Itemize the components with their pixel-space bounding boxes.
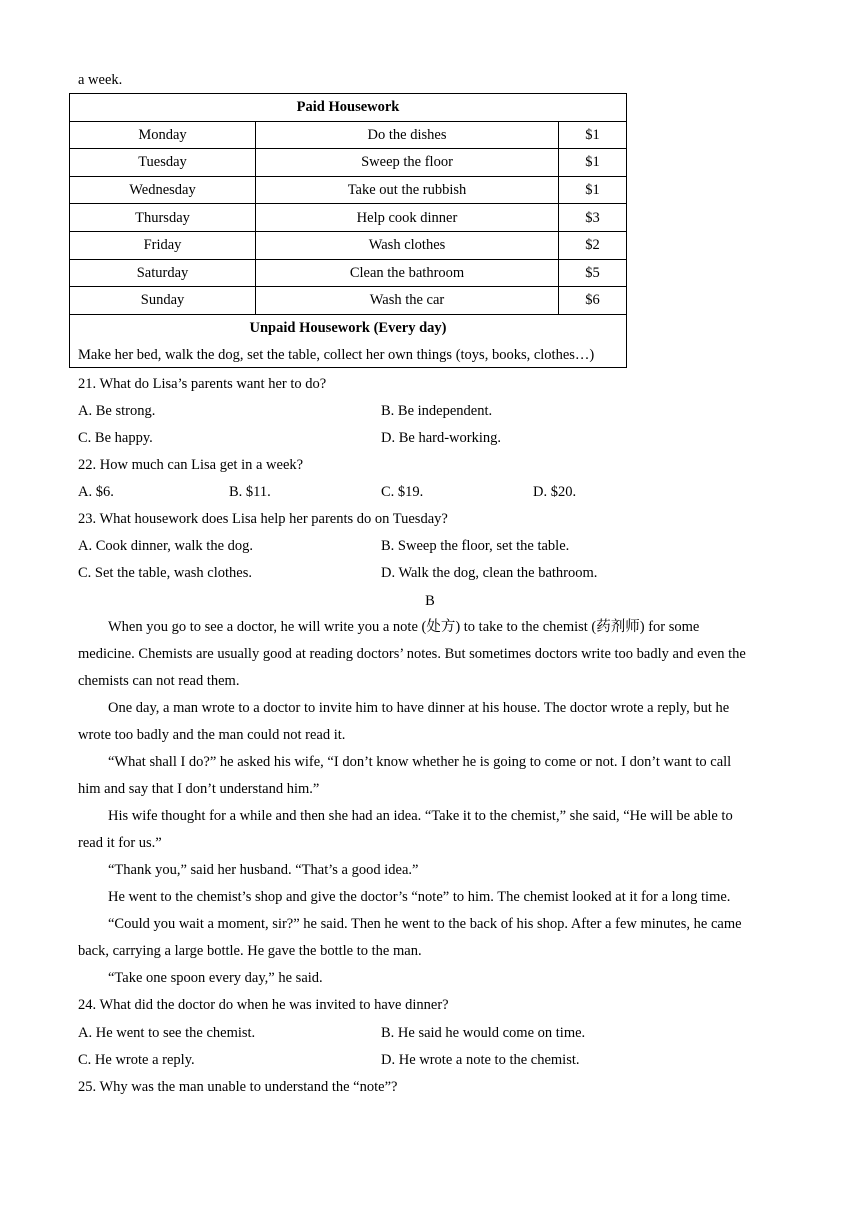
- passage-line: back, carrying a large bottle. He gave the bottle to the man.: [78, 943, 422, 959]
- pay-cell: $1: [559, 149, 627, 177]
- task-cell: Do the dishes: [256, 121, 559, 149]
- day-cell: Friday: [70, 231, 256, 259]
- passage-line: “Thank you,” said her husband. “That’s a good idea.”: [108, 862, 419, 878]
- unpaid-row: [70, 314, 627, 367]
- question-21: 21. What do Lisa’s parents want her to do?: [78, 376, 327, 392]
- question-22: 22. How much can Lisa get in a week?: [78, 457, 304, 473]
- option-23d: D. Walk the dog, clean the bathroom.: [381, 565, 598, 581]
- pay-cell: $5: [559, 259, 627, 287]
- table-row: [70, 176, 627, 204]
- option-21c: C. Be happy.: [78, 430, 153, 446]
- passage-line: wrote too badly and the man could not read it.: [78, 727, 346, 743]
- option-23c: C. Set the table, wash clothes.: [78, 565, 252, 581]
- task-cell: Take out the rubbish: [256, 176, 559, 204]
- passage-line: him and say that I don’t understand him.”: [78, 781, 320, 797]
- pay-cell: $1: [559, 176, 627, 204]
- pay-cell: $1: [559, 121, 627, 149]
- housework-table: [69, 93, 627, 368]
- day-cell: Sunday: [70, 287, 256, 315]
- unpaid-housework-text: Make her bed, walk the dog, set the table, collect her own things (toys, books, clothes…): [78, 346, 595, 363]
- table-row: [70, 287, 627, 315]
- passage-line: His wife thought for a while and then she had an idea. “Take it to the chemist,” she said, “He will be able to: [108, 808, 733, 824]
- table-row: [70, 149, 627, 177]
- option-21a: A. Be strong.: [78, 403, 156, 419]
- option-24c: C. He wrote a reply.: [78, 1052, 195, 1068]
- passage-line: “Take one spoon every day,” he said.: [108, 970, 323, 986]
- option-24b: B. He said he would come on time.: [381, 1025, 586, 1041]
- question-23: 23. What housework does Lisa help her parents do on Tuesday?: [78, 511, 448, 527]
- option-23b: B. Sweep the floor, set the table.: [381, 538, 570, 554]
- passage-line: He went to the chemist’s shop and give the doctor’s “note” to him. The chemist looked at it for a long time.: [108, 889, 731, 905]
- option-22c: C. $19.: [381, 484, 424, 500]
- unpaid-housework-cell: [70, 314, 627, 367]
- unpaid-housework-title: Unpaid Housework (Every day): [249, 319, 447, 336]
- pay-cell: $6: [559, 287, 627, 315]
- paid-housework-title: Paid Housework: [70, 94, 627, 122]
- day-cell: Wednesday: [70, 176, 256, 204]
- task-cell: Wash the car: [256, 287, 559, 315]
- lead-text: a week.: [78, 72, 123, 88]
- option-24d: D. He wrote a note to the chemist.: [381, 1052, 580, 1068]
- day-cell: Saturday: [70, 259, 256, 287]
- section-b-label: B: [425, 593, 435, 609]
- pay-cell: $2: [559, 231, 627, 259]
- option-22b: B. $11.: [229, 484, 271, 500]
- day-cell: Monday: [70, 121, 256, 149]
- question-25: 25. Why was the man unable to understand the “note”?: [78, 1079, 398, 1095]
- pay-cell: $3: [559, 204, 627, 232]
- passage-line: medicine. Chemists are usually good at reading doctors’ notes. But sometimes doctors write too badly and even the: [78, 646, 746, 662]
- passage-line: read it for us.”: [78, 835, 162, 851]
- question-24: 24. What did the doctor do when he was invited to have dinner?: [78, 997, 449, 1013]
- table-row: [70, 204, 627, 232]
- passage-line: When you go to see a doctor, he will write you a note (处方) to take to the chemist (药剂师) for some: [108, 619, 700, 635]
- passage-line: “What shall I do?” he asked his wife, “I don’t know whether he is going to come or not. I don’t want to call: [108, 754, 732, 770]
- option-21b: B. Be independent.: [381, 403, 493, 419]
- table-row: [70, 231, 627, 259]
- option-21d: D. Be hard-working.: [381, 430, 502, 446]
- task-cell: Wash clothes: [256, 231, 559, 259]
- passage-line: chemists can not read them.: [78, 673, 240, 689]
- day-cell: Thursday: [70, 204, 256, 232]
- option-24a: A. He went to see the chemist.: [78, 1025, 256, 1041]
- task-cell: Clean the bathroom: [256, 259, 559, 287]
- option-23a: A. Cook dinner, walk the dog.: [78, 538, 254, 554]
- passage-line: “Could you wait a moment, sir?” he said. Then he went to the back of his shop. After a few minutes, he came: [108, 916, 742, 932]
- option-22a: A. $6.: [78, 484, 114, 500]
- table-row: [70, 259, 627, 287]
- table-header-row: [70, 94, 627, 122]
- day-cell: Tuesday: [70, 149, 256, 177]
- task-cell: Help cook dinner: [256, 204, 559, 232]
- table-row: [70, 121, 627, 149]
- task-cell: Sweep the floor: [256, 149, 559, 177]
- option-22d: D. $20.: [533, 484, 577, 500]
- passage-line: One day, a man wrote to a doctor to invite him to have dinner at his house. The doctor wrote a reply, but he: [108, 700, 730, 716]
